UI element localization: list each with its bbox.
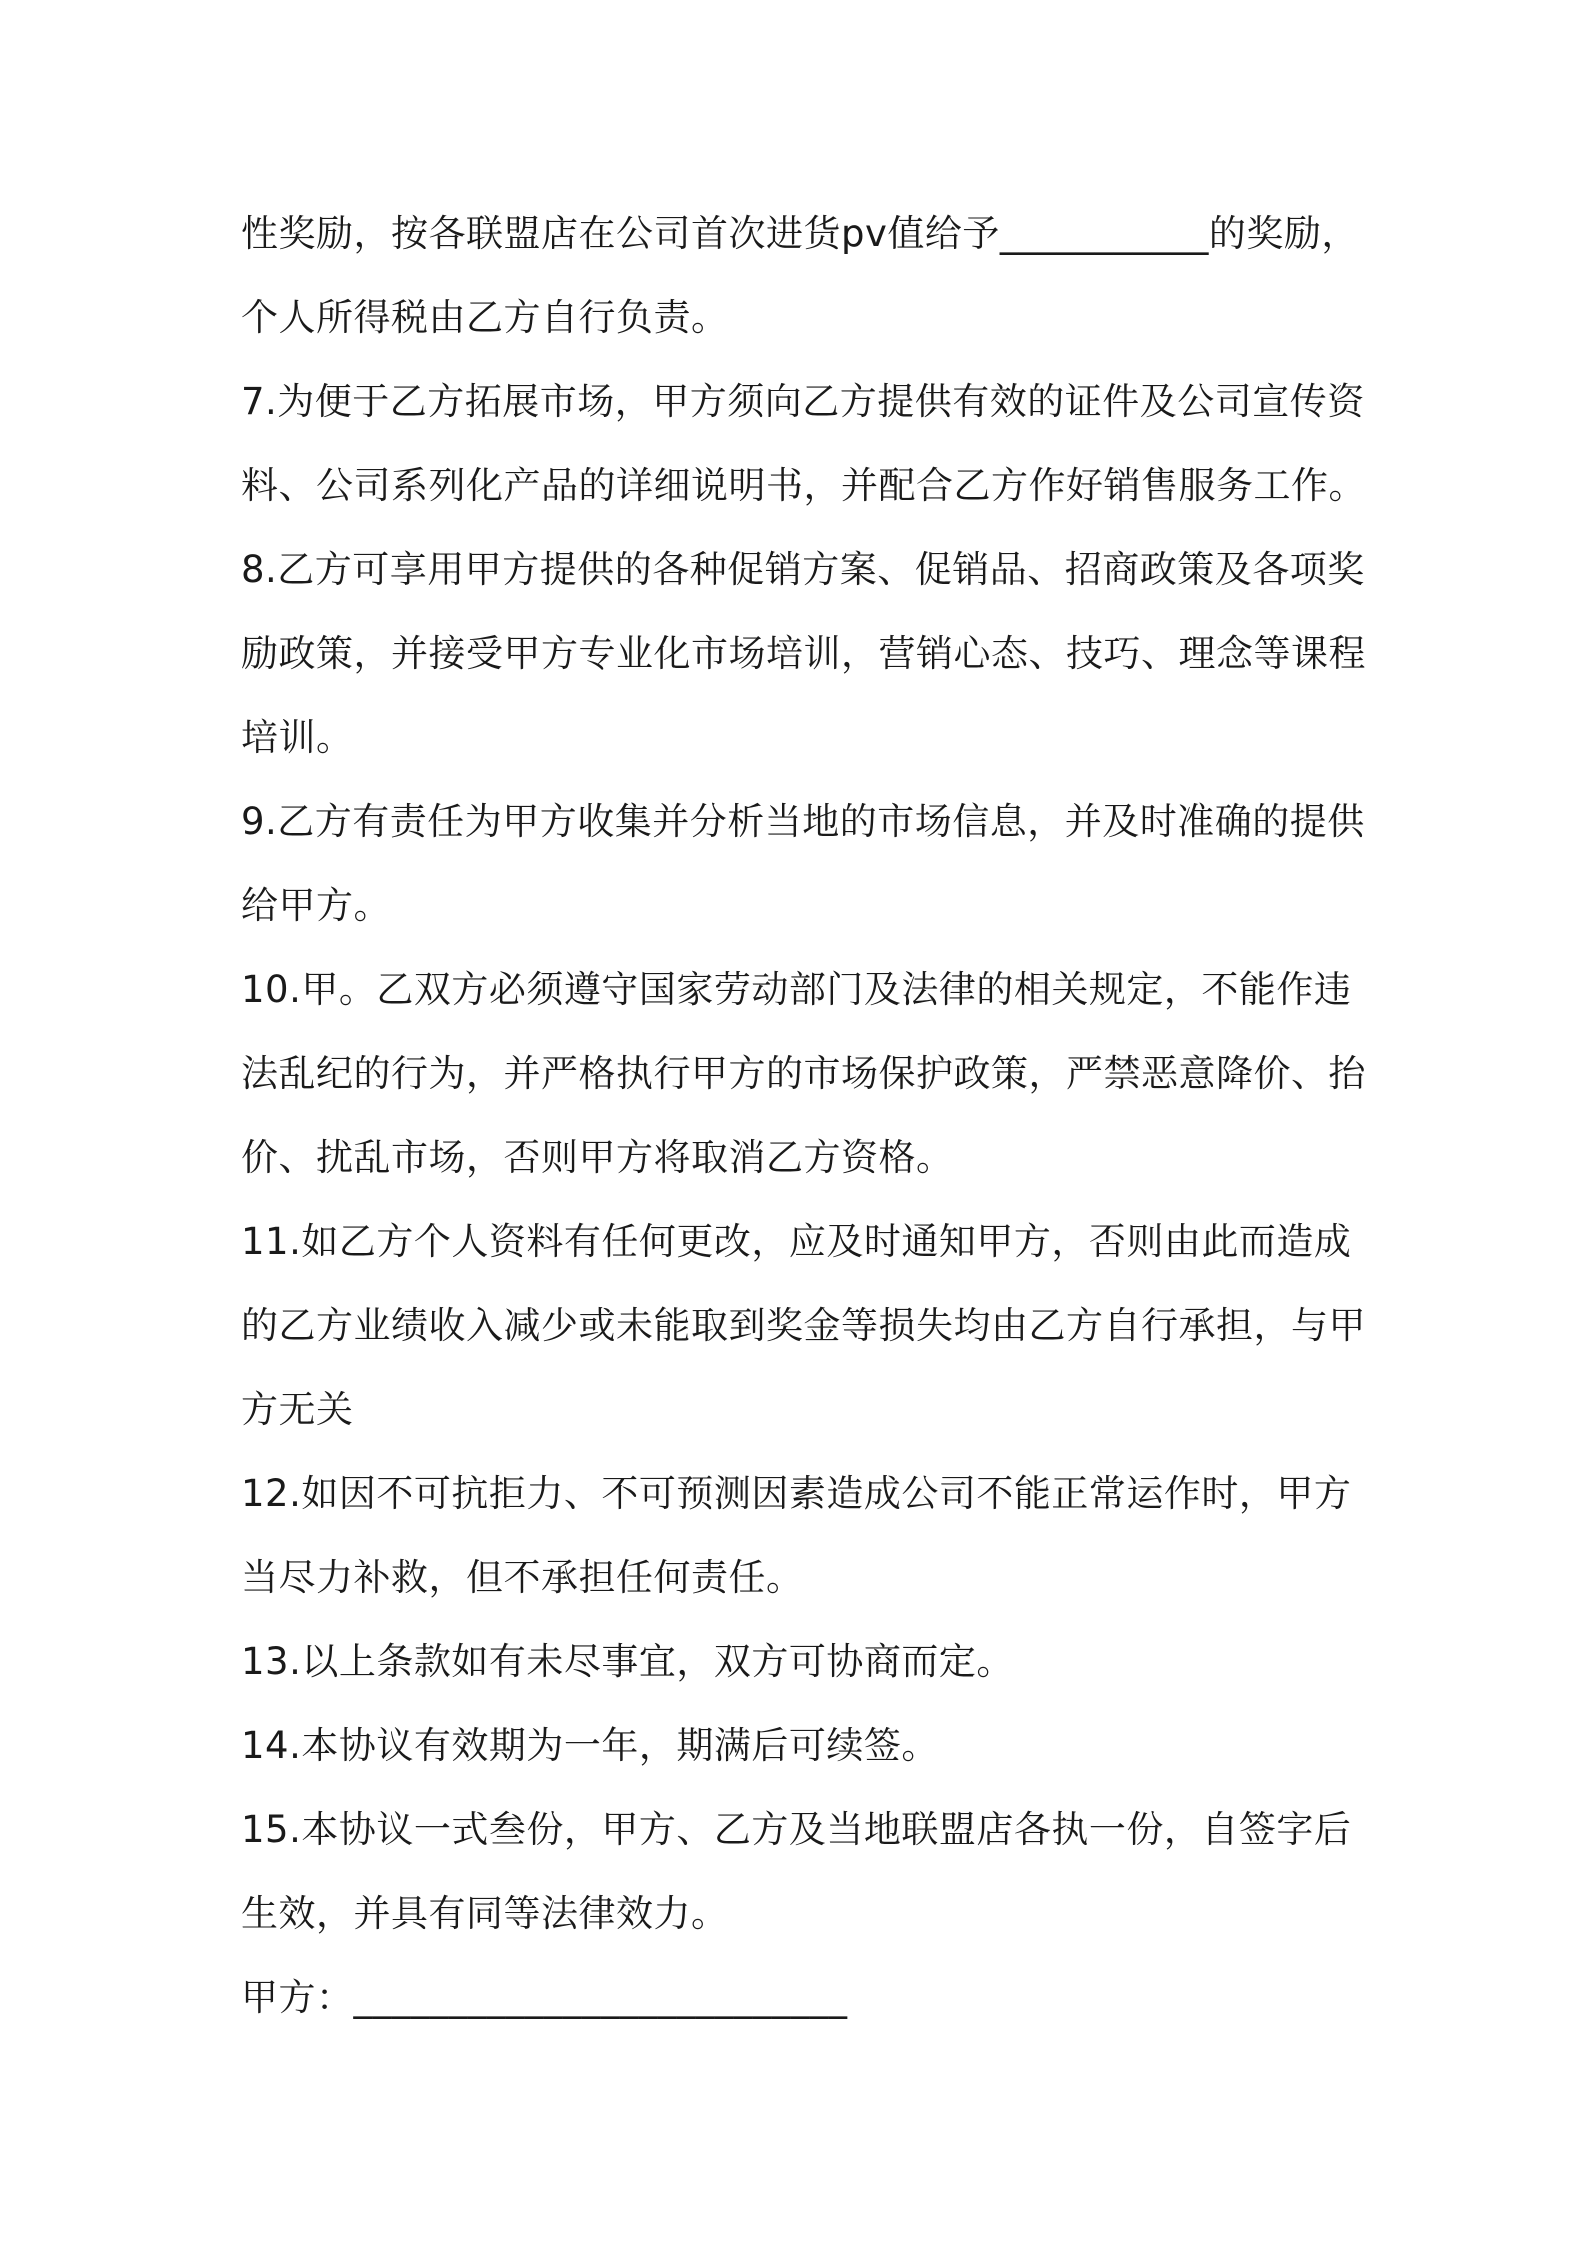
text-line: 9.乙方有责任为甲方收集并分析当地的市场信息，并及时准确的提供 [241, 800, 1365, 843]
text-line: 的乙方业绩收入减少或未能取到奖金等损失均由乙方自行承担，与甲 [241, 1304, 1366, 1347]
text-line: 性奖励，按各联盟店在公司首次进货pv值给予___________的奖励， [241, 212, 1359, 255]
clause-7 [241, 360, 1366, 528]
party-a-signature-line [241, 1956, 1351, 2040]
text-line: 8.乙方可享用甲方提供的各种促销方案、促销品、招商政策及各项奖 [241, 548, 1365, 591]
text-line: 培训。 [241, 716, 354, 759]
text-line: 给甲方。 [241, 884, 391, 927]
text-line: 11.如乙方个人资料有任何更改，应及时通知甲方，否则由此而造成 [241, 1220, 1352, 1263]
clause-8 [241, 528, 1366, 780]
text-line: 13.以上条款如有未尽事宜，双方可协商而定。 [241, 1640, 1014, 1683]
text-line: 12.如因不可抗拒力、不可预测因素造成公司不能正常运作时，甲方 [241, 1472, 1352, 1515]
text-line: 个人所得税由乙方自行负责。 [241, 296, 729, 339]
document-body [241, 192, 1366, 2040]
clause-11 [241, 1200, 1366, 1452]
text-line: 方无关 [241, 1388, 354, 1431]
text-line: 10.甲。乙双方必须遵守国家劳动部门及法律的相关规定，不能作违 [241, 968, 1352, 1011]
text-line: 法乱纪的行为，并严格执行甲方的市场保护政策，严禁恶意降价、抬 [241, 1052, 1366, 1095]
text-line: 料、公司系列化产品的详细说明书，并配合乙方作好销售服务工作。 [241, 464, 1366, 507]
text-line: 15.本协议一式叁份，甲方、乙方及当地联盟店各执一份，自签字后 [241, 1808, 1352, 1851]
clause-13 [241, 1620, 1351, 1704]
text-line: 14.本协议有效期为一年，期满后可续签。 [241, 1724, 939, 1767]
text-line: 当尽力补救，但不承担任何责任。 [241, 1556, 804, 1599]
text-line: 7.为便于乙方拓展市场，甲方须向乙方提供有效的证件及公司宣传资 [241, 380, 1365, 423]
clause-15 [241, 1788, 1351, 1956]
clause-14 [241, 1704, 1351, 1788]
text-line: 价、扰乱市场，否则甲方将取消乙方资格。 [241, 1136, 954, 1179]
clause-12 [241, 1452, 1351, 1620]
clause-10 [241, 948, 1366, 1200]
text-line: 甲方：__________________________ [241, 1976, 848, 2019]
paragraph-reward [241, 192, 1359, 360]
text-line: 生效，并具有同等法律效力。 [241, 1892, 729, 1935]
clause-9 [241, 780, 1365, 948]
text-line: 励政策，并接受甲方专业化市场培训，营销心态、技巧、理念等课程 [241, 632, 1366, 675]
